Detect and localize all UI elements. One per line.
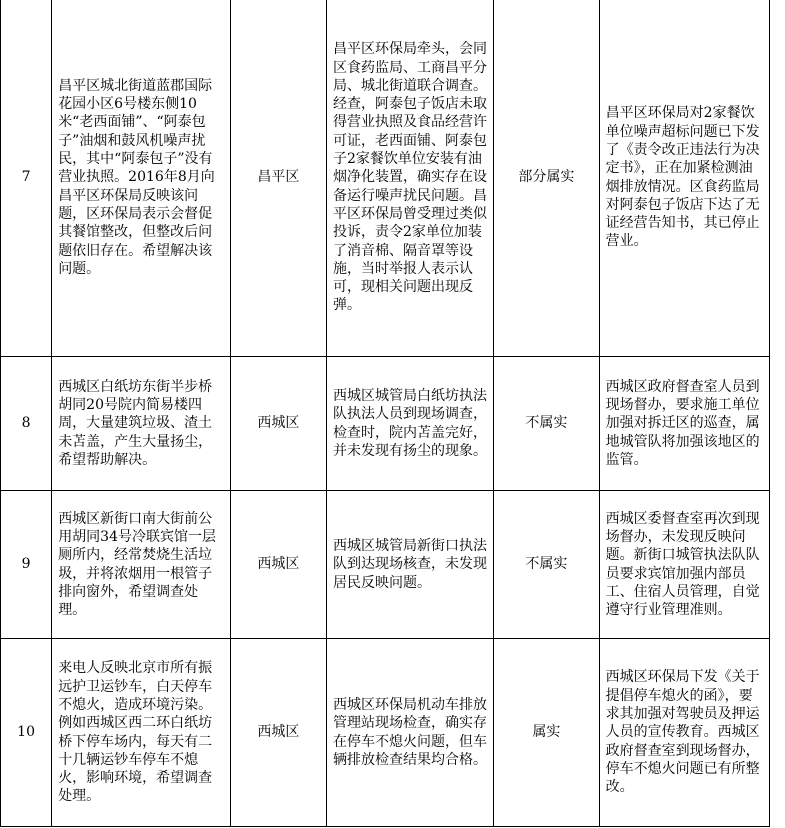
verdict: 不属实 xyxy=(494,357,600,491)
district: 西城区 xyxy=(230,639,326,827)
handling-action: 西城区城管局新街口执法队到达现场核查，未发现居民反映问题。 xyxy=(326,491,493,639)
complaint-content: 来电人反映北京市所有振远护卫运钞车，白天停车不熄火，造成环境污染。例如西城区西二环白纸坊桥下停车场内，每天有二十几辆运钞车停车不熄火，影响环境，希望调查处理。 xyxy=(52,639,231,827)
handling-result: 西城区委督查室再次到现场督办，未发现反映问题。新街口城管执法队队员要求宾馆加强内部员工、住宿人员管理，自觉遵守行业管理准则。 xyxy=(599,491,769,639)
row-number: 8 xyxy=(1,357,52,491)
table-row xyxy=(1,491,770,639)
complaint-content: 西城区白纸坊东街半步桥胡同20号院内简易楼四周，大量建筑垃圾、渣土未苫盖，产生大量扬尘，希望帮助解决。 xyxy=(52,357,231,491)
handling-result: 昌平区环保局对2家餐饮单位噪声超标问题已下发了《责令改正违法行为决定书》，正在加紧检测油烟排放情况。区食药监局对阿泰包子饭店下达了无证经营告知书，其已停止营业。 xyxy=(599,0,769,357)
district: 西城区 xyxy=(230,357,326,491)
handling-result: 西城区政府督查室人员到现场督办，要求施工单位加强对拆迁区的巡查，属地城管队将加强该地区的监管。 xyxy=(599,357,769,491)
table-row xyxy=(1,639,770,827)
handling-result: 西城区环保局下发《关于提倡停车熄火的函》，要求其加强对驾驶员及押运人员的宣传教育。西城区政府督查室到现场督办，停车不熄火问题已有所整改。 xyxy=(599,639,769,827)
handling-action: 西城区城管局白纸坊执法队执法人员到现场调查，检查时，院内苫盖完好，并未发现有扬尘的现象。 xyxy=(326,357,493,491)
verdict: 不属实 xyxy=(494,491,600,639)
handling-action: 西城区环保局机动车排放管理站现场检查，确实存在停车不熄火问题，但车辆排放检查结果均合格。 xyxy=(326,639,493,827)
row-number: 7 xyxy=(1,0,52,357)
complaint-content: 西城区新街口南大街前公用胡同34号冷联宾馆一层厕所内，经常焚烧生活垃圾，并将浓烟用一根管子排向窗外，希望调查处理。 xyxy=(52,491,231,639)
row-number: 10 xyxy=(1,639,52,827)
table-row xyxy=(1,0,770,357)
handling-action: 昌平区环保局牵头，会同区食药监局、工商昌平分局、城北街道联合调查。经查，阿泰包子饭店未取得营业执照及食品经营许可证，老西面铺、阿泰包子2家餐饮单位安装有油烟净化装置，确实存在设备运行噪声扰民问题。昌平区环保局曾受理过类似投诉，责令2家单位加装了消音棉、隔音罩等设施，当时举报人表示认可，现相关问题出现反弹。 xyxy=(326,0,493,357)
verdict: 属实 xyxy=(494,639,600,827)
district: 昌平区 xyxy=(230,0,326,357)
verdict: 部分属实 xyxy=(494,0,600,357)
table-row xyxy=(1,357,770,491)
row-number: 9 xyxy=(1,491,52,639)
complaint-content: 昌平区城北街道蓝郡国际花园小区6号楼东侧10米“老西面铺”、“阿泰包子”油烟和鼓风机噪声扰民，其中“阿泰包子”没有营业执照。2016年8月向昌平区环保局反映该问题，区环保局表示会督促其餐馆整改，但整改后问题依旧存在。希望解决该问题。 xyxy=(52,0,231,357)
district: 西城区 xyxy=(230,491,326,639)
